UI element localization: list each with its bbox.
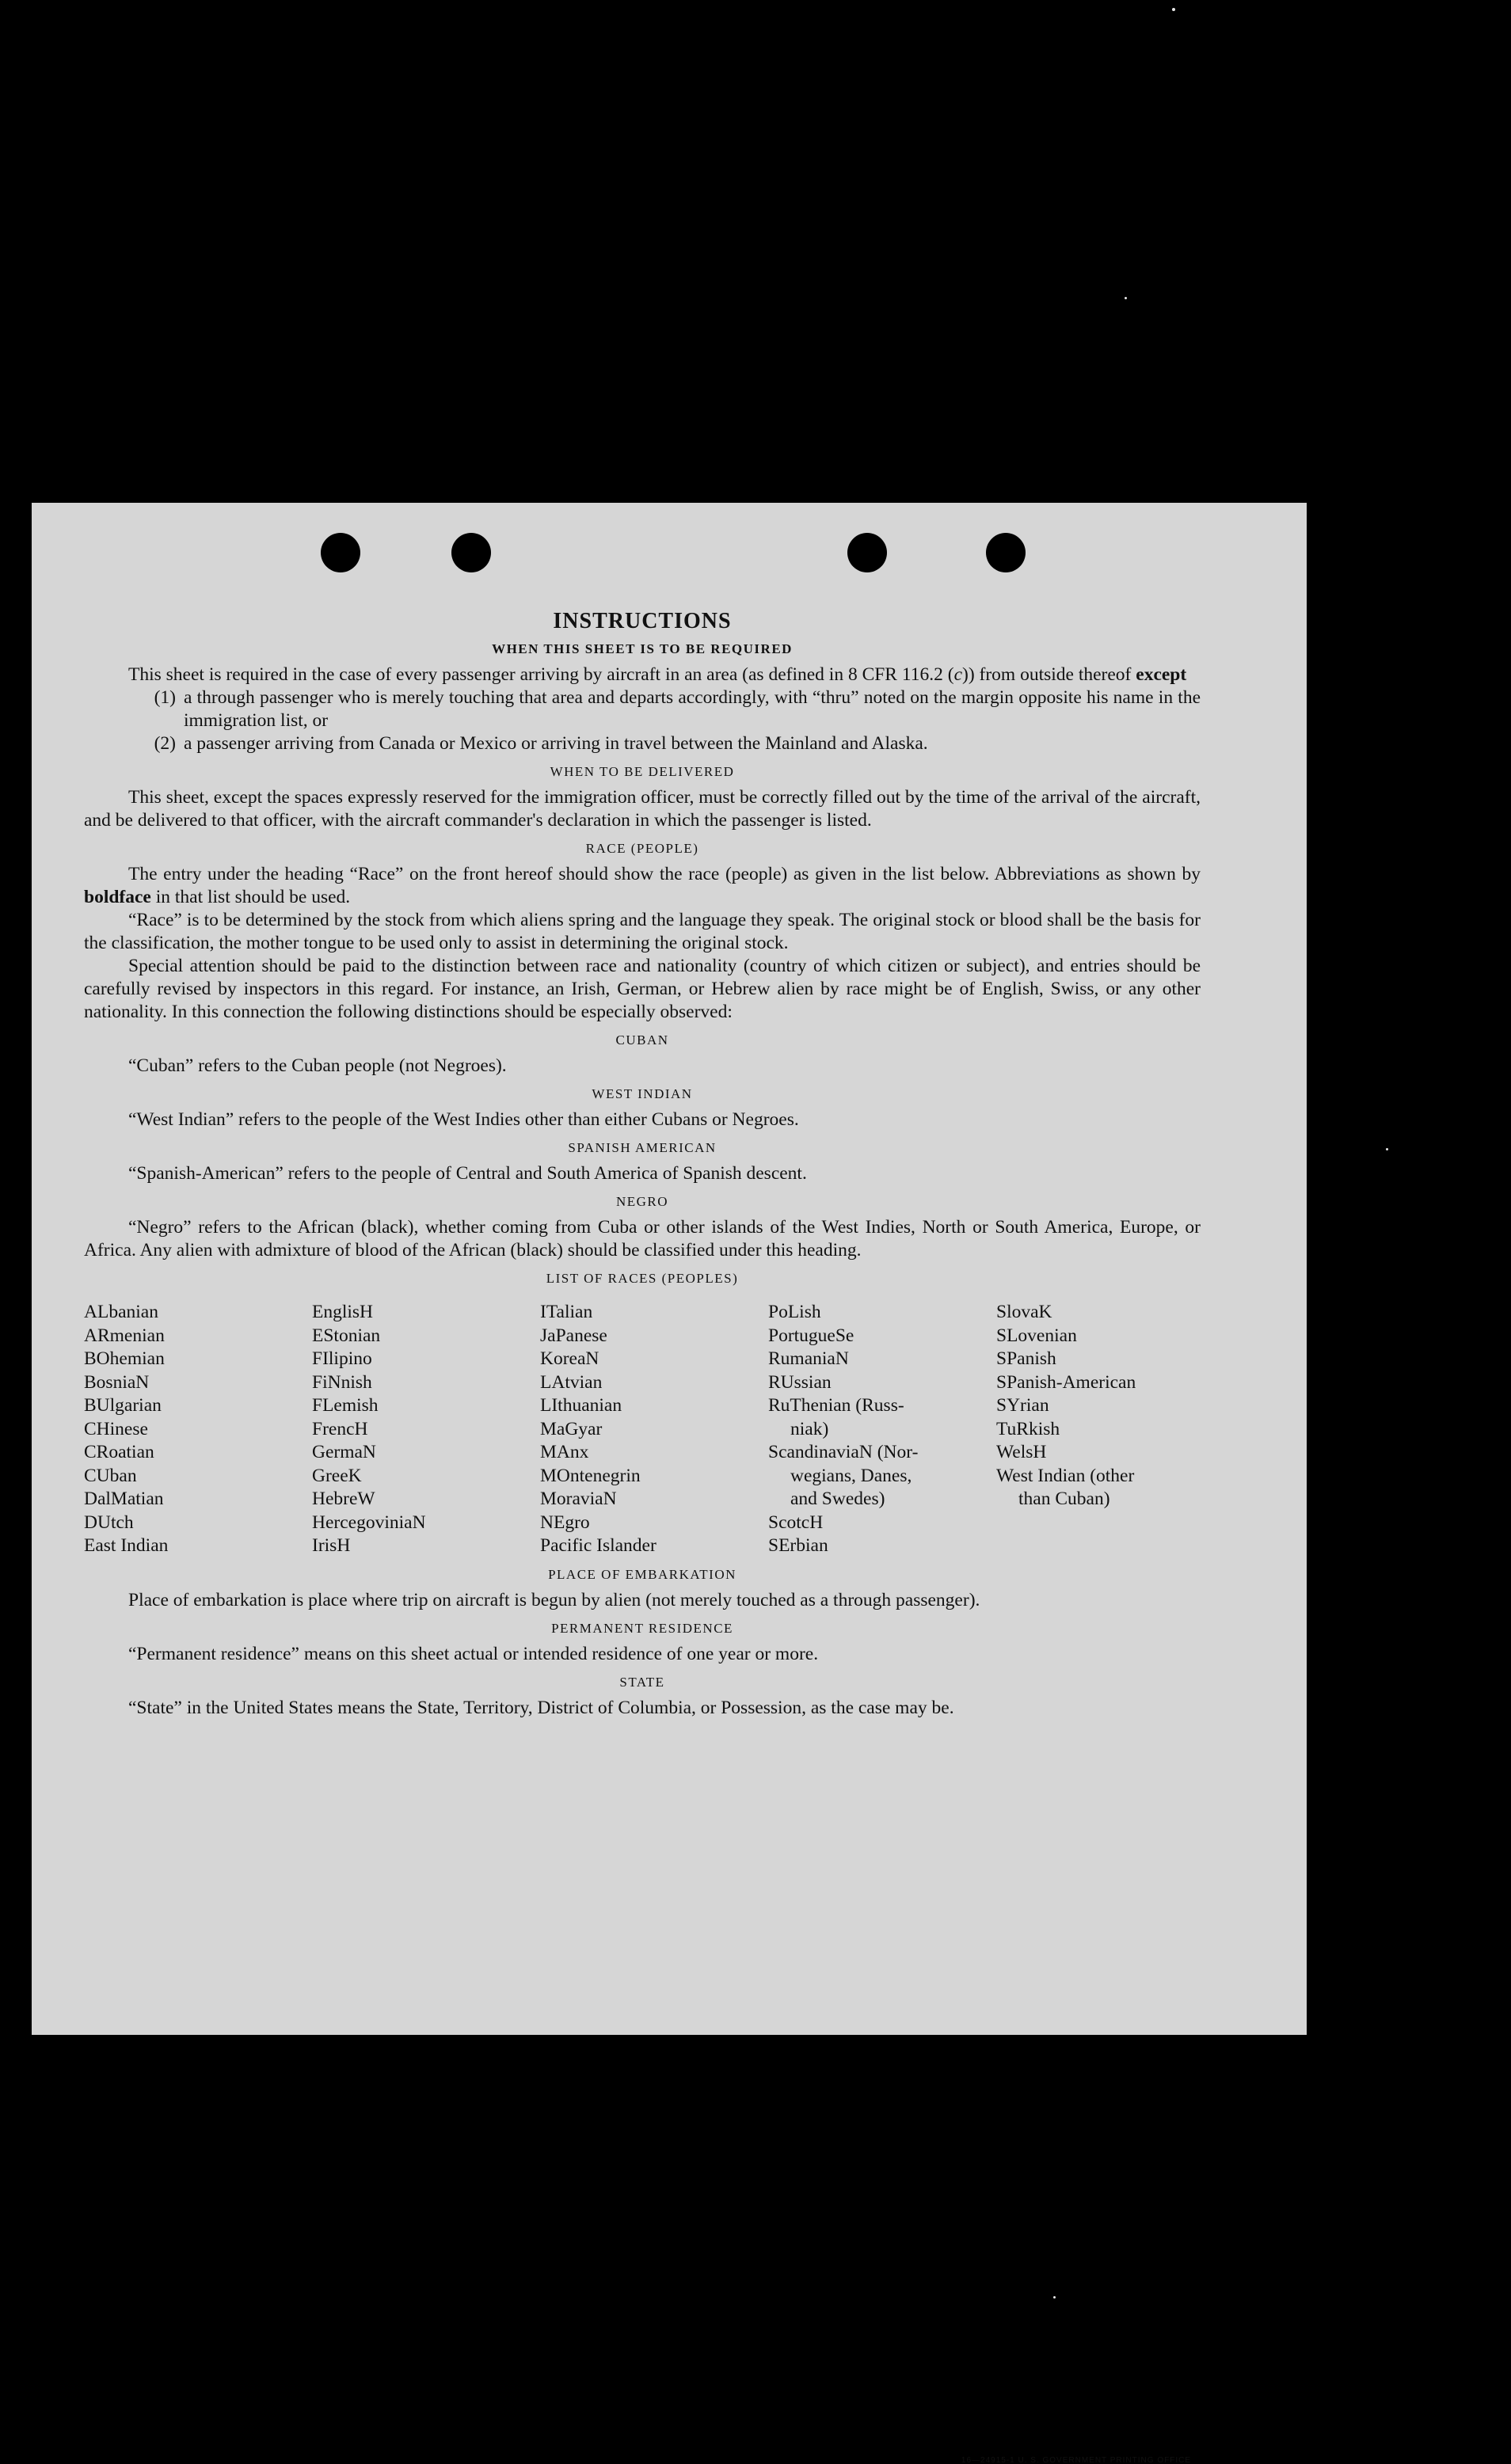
section-heading-list-of-races: LIST OF RACES (PEOPLES) bbox=[546, 1271, 739, 1286]
race-item: CRoatian bbox=[84, 1442, 154, 1462]
race-item: PoLish bbox=[768, 1302, 821, 1322]
race-item: SPanish-American bbox=[996, 1371, 1136, 1393]
when-delivered-text: This sheet, except the spaces expressly reserved for the immigration officer, must be correctly filled out by the time of the arrival of the aircraft, and be delivered to that officer, with the aircraft commander's declaration in which the passenger is listed. bbox=[84, 787, 1201, 831]
exception-item bbox=[84, 732, 1201, 755]
item-number: (2) bbox=[154, 733, 176, 754]
section-heading-permanent-residence: PERMANENT RESIDENCE bbox=[551, 1620, 733, 1636]
race-item: EStonian bbox=[312, 1325, 381, 1346]
section-heading-cuban: CUBAN bbox=[615, 1032, 669, 1048]
race-item: SLovenian bbox=[996, 1325, 1077, 1346]
west-indian-text: “West Indian” refers to the people of the West Indies other than either Cubans or Negroes. bbox=[128, 1109, 799, 1130]
punch-hole bbox=[847, 533, 887, 572]
race-item: EnglisH bbox=[312, 1302, 374, 1322]
race-item-continuation: wegians, Danes, bbox=[790, 1465, 912, 1486]
spanish-american-text: “Spanish-American” refers to the people of Central and South America of Spanish descent. bbox=[128, 1163, 807, 1184]
race-item: ITalian bbox=[540, 1302, 593, 1322]
race-item: SPanish bbox=[996, 1348, 1056, 1369]
race-item: RUssian bbox=[768, 1371, 832, 1393]
section-heading-west-indian: WEST INDIAN bbox=[592, 1086, 693, 1101]
race-item: GreeK bbox=[312, 1465, 362, 1486]
race-item: FLemish bbox=[312, 1395, 379, 1416]
negro-text: “Negro” refers to the African (black), whether coming from Cuba or other islands of the West Indies, North or South America, Europe, or Africa. Any alien with admixture of blood of the African (black) should be classified under this heading. bbox=[84, 1217, 1201, 1261]
printing-office-code: 16—24915-1 U. S. GOVERNMENT PRINTING OFFICE bbox=[961, 2456, 1191, 2464]
race-item: DalMatian bbox=[84, 1489, 164, 1509]
race-item: ScotcH bbox=[768, 1511, 824, 1533]
race-item: BUlgarian bbox=[84, 1395, 162, 1416]
state-text: “State” in the United States means the State, Territory, District of Columbia, or Possession, as the case may be. bbox=[128, 1697, 954, 1718]
race-item: West Indian (other bbox=[996, 1465, 1135, 1486]
race-item: PortugueSe bbox=[768, 1325, 854, 1346]
race-paragraph: Special attention should be paid to the distinction between race and nationality (country of which citizen or subject), and entries should be carefully revised by inspectors in this regard. For instance, an Irish, German, or Hebrew alien by race might be of English, Swiss, or any other nationality. In this connection the following distinctions should be especially observed: bbox=[84, 956, 1201, 1022]
race-item: MOntenegrin bbox=[540, 1465, 641, 1486]
dust-speck bbox=[1386, 1148, 1388, 1150]
race-item: IrisH bbox=[312, 1535, 351, 1556]
dust-speck bbox=[1172, 8, 1175, 11]
embarkation-text: Place of embarkation is place where trip on aircraft is begun by alien (not merely touched as a through passenger). bbox=[128, 1589, 980, 1610]
item-text: a through passenger who is merely touching that area and departs accordingly, with “thru” noted on the margin opposite his name in the immigration list, or bbox=[184, 687, 1201, 731]
race-item: FrencH bbox=[312, 1418, 368, 1439]
race-item: KoreaN bbox=[540, 1348, 599, 1369]
section-heading-race: RACE (PEOPLE) bbox=[585, 841, 699, 856]
race-item: HercegoviniaN bbox=[312, 1511, 426, 1533]
dust-speck bbox=[1125, 297, 1127, 299]
race-item-continuation: niak) bbox=[790, 1418, 829, 1439]
race-item: LAtvian bbox=[540, 1371, 603, 1393]
race-item-continuation: and Swedes) bbox=[790, 1489, 885, 1509]
races-column bbox=[312, 1301, 540, 1558]
punch-hole bbox=[451, 533, 491, 572]
race-item: ARmenian bbox=[84, 1325, 165, 1346]
races-column bbox=[540, 1301, 768, 1558]
race-item: NEgro bbox=[540, 1511, 590, 1533]
race-item: CHinese bbox=[84, 1418, 148, 1439]
document-sheet bbox=[32, 503, 1307, 2464]
race-item-continuation: than Cuban) bbox=[1018, 1489, 1110, 1509]
race-item: BosniaN bbox=[84, 1371, 150, 1393]
race-item: WelsH bbox=[996, 1442, 1047, 1462]
race-item: RumaniaN bbox=[768, 1348, 849, 1369]
section-heading-embarkation: PLACE OF EMBARKATION bbox=[548, 1566, 736, 1582]
punch-hole bbox=[986, 533, 1026, 572]
race-item: SlovaK bbox=[996, 1302, 1052, 1322]
race-paragraph: The entry under the heading “Race” on the front hereof should show the race (people) as given in the list below. Abbreviations as shown by boldface in that list should be used. bbox=[84, 864, 1201, 907]
instructions-content bbox=[84, 610, 1201, 1720]
section-heading-when-delivered: WHEN TO BE DELIVERED bbox=[550, 764, 735, 779]
race-paragraph: “Race” is to be determined by the stock from which aliens spring and the language they speak. The original stock or blood shall be the basis for the classification, the mother tongue to be used only to assist in determining the original stock. bbox=[84, 910, 1201, 953]
race-item: CUban bbox=[84, 1465, 137, 1486]
races-column bbox=[996, 1301, 1201, 1558]
item-text: a passenger arriving from Canada or Mexico or arriving in travel between the Mainland and Alaska. bbox=[184, 733, 928, 754]
permanent-residence-text: “Permanent residence” means on this sheet actual or intended residence of one year or more. bbox=[128, 1643, 819, 1664]
race-item: GermaN bbox=[312, 1442, 376, 1462]
race-item: MoraviaN bbox=[540, 1489, 617, 1509]
race-item: LIthuanian bbox=[540, 1395, 622, 1416]
races-column bbox=[768, 1301, 996, 1558]
cuban-text: “Cuban” refers to the Cuban people (not Negroes). bbox=[128, 1055, 507, 1076]
race-item: MAnx bbox=[540, 1442, 589, 1462]
races-list bbox=[84, 1301, 1201, 1558]
race-item: SYrian bbox=[996, 1395, 1049, 1416]
race-item: HebreW bbox=[312, 1489, 375, 1509]
race-item: Pacific Islander bbox=[540, 1535, 657, 1556]
when-required-intro: This sheet is required in the case of every passenger arriving by aircraft in an area (as defined in 8 CFR 116.2 (c)) from outside thereof except bbox=[128, 664, 1187, 685]
race-item: DUtch bbox=[84, 1511, 134, 1533]
race-item: East Indian bbox=[84, 1535, 169, 1556]
section-heading-negro: NEGRO bbox=[615, 1194, 669, 1209]
race-item: RuThenian (Russ- bbox=[768, 1395, 904, 1416]
race-item: SErbian bbox=[768, 1535, 828, 1556]
race-item: ALbanian bbox=[84, 1302, 158, 1322]
item-number: (1) bbox=[154, 687, 176, 708]
race-item: ScandinaviaN (Nor- bbox=[768, 1442, 919, 1462]
race-item: TuRkish bbox=[996, 1418, 1060, 1439]
races-column bbox=[84, 1301, 312, 1558]
section-heading-when-required: WHEN THIS SHEET IS TO BE REQUIRED bbox=[492, 641, 793, 656]
dust-speck bbox=[1053, 2296, 1056, 2299]
race-item: FIlipino bbox=[312, 1348, 372, 1369]
race-item: FiNnish bbox=[312, 1371, 372, 1393]
page-title: INSTRUCTIONS bbox=[553, 609, 732, 633]
race-item: MaGyar bbox=[540, 1418, 603, 1439]
section-heading-spanish-american: SPANISH AMERICAN bbox=[568, 1140, 717, 1155]
race-item: JaPanese bbox=[540, 1325, 607, 1346]
section-heading-state: STATE bbox=[619, 1674, 665, 1690]
race-item: BOhemian bbox=[84, 1348, 165, 1369]
punch-hole bbox=[321, 533, 360, 572]
exception-item bbox=[84, 686, 1201, 732]
